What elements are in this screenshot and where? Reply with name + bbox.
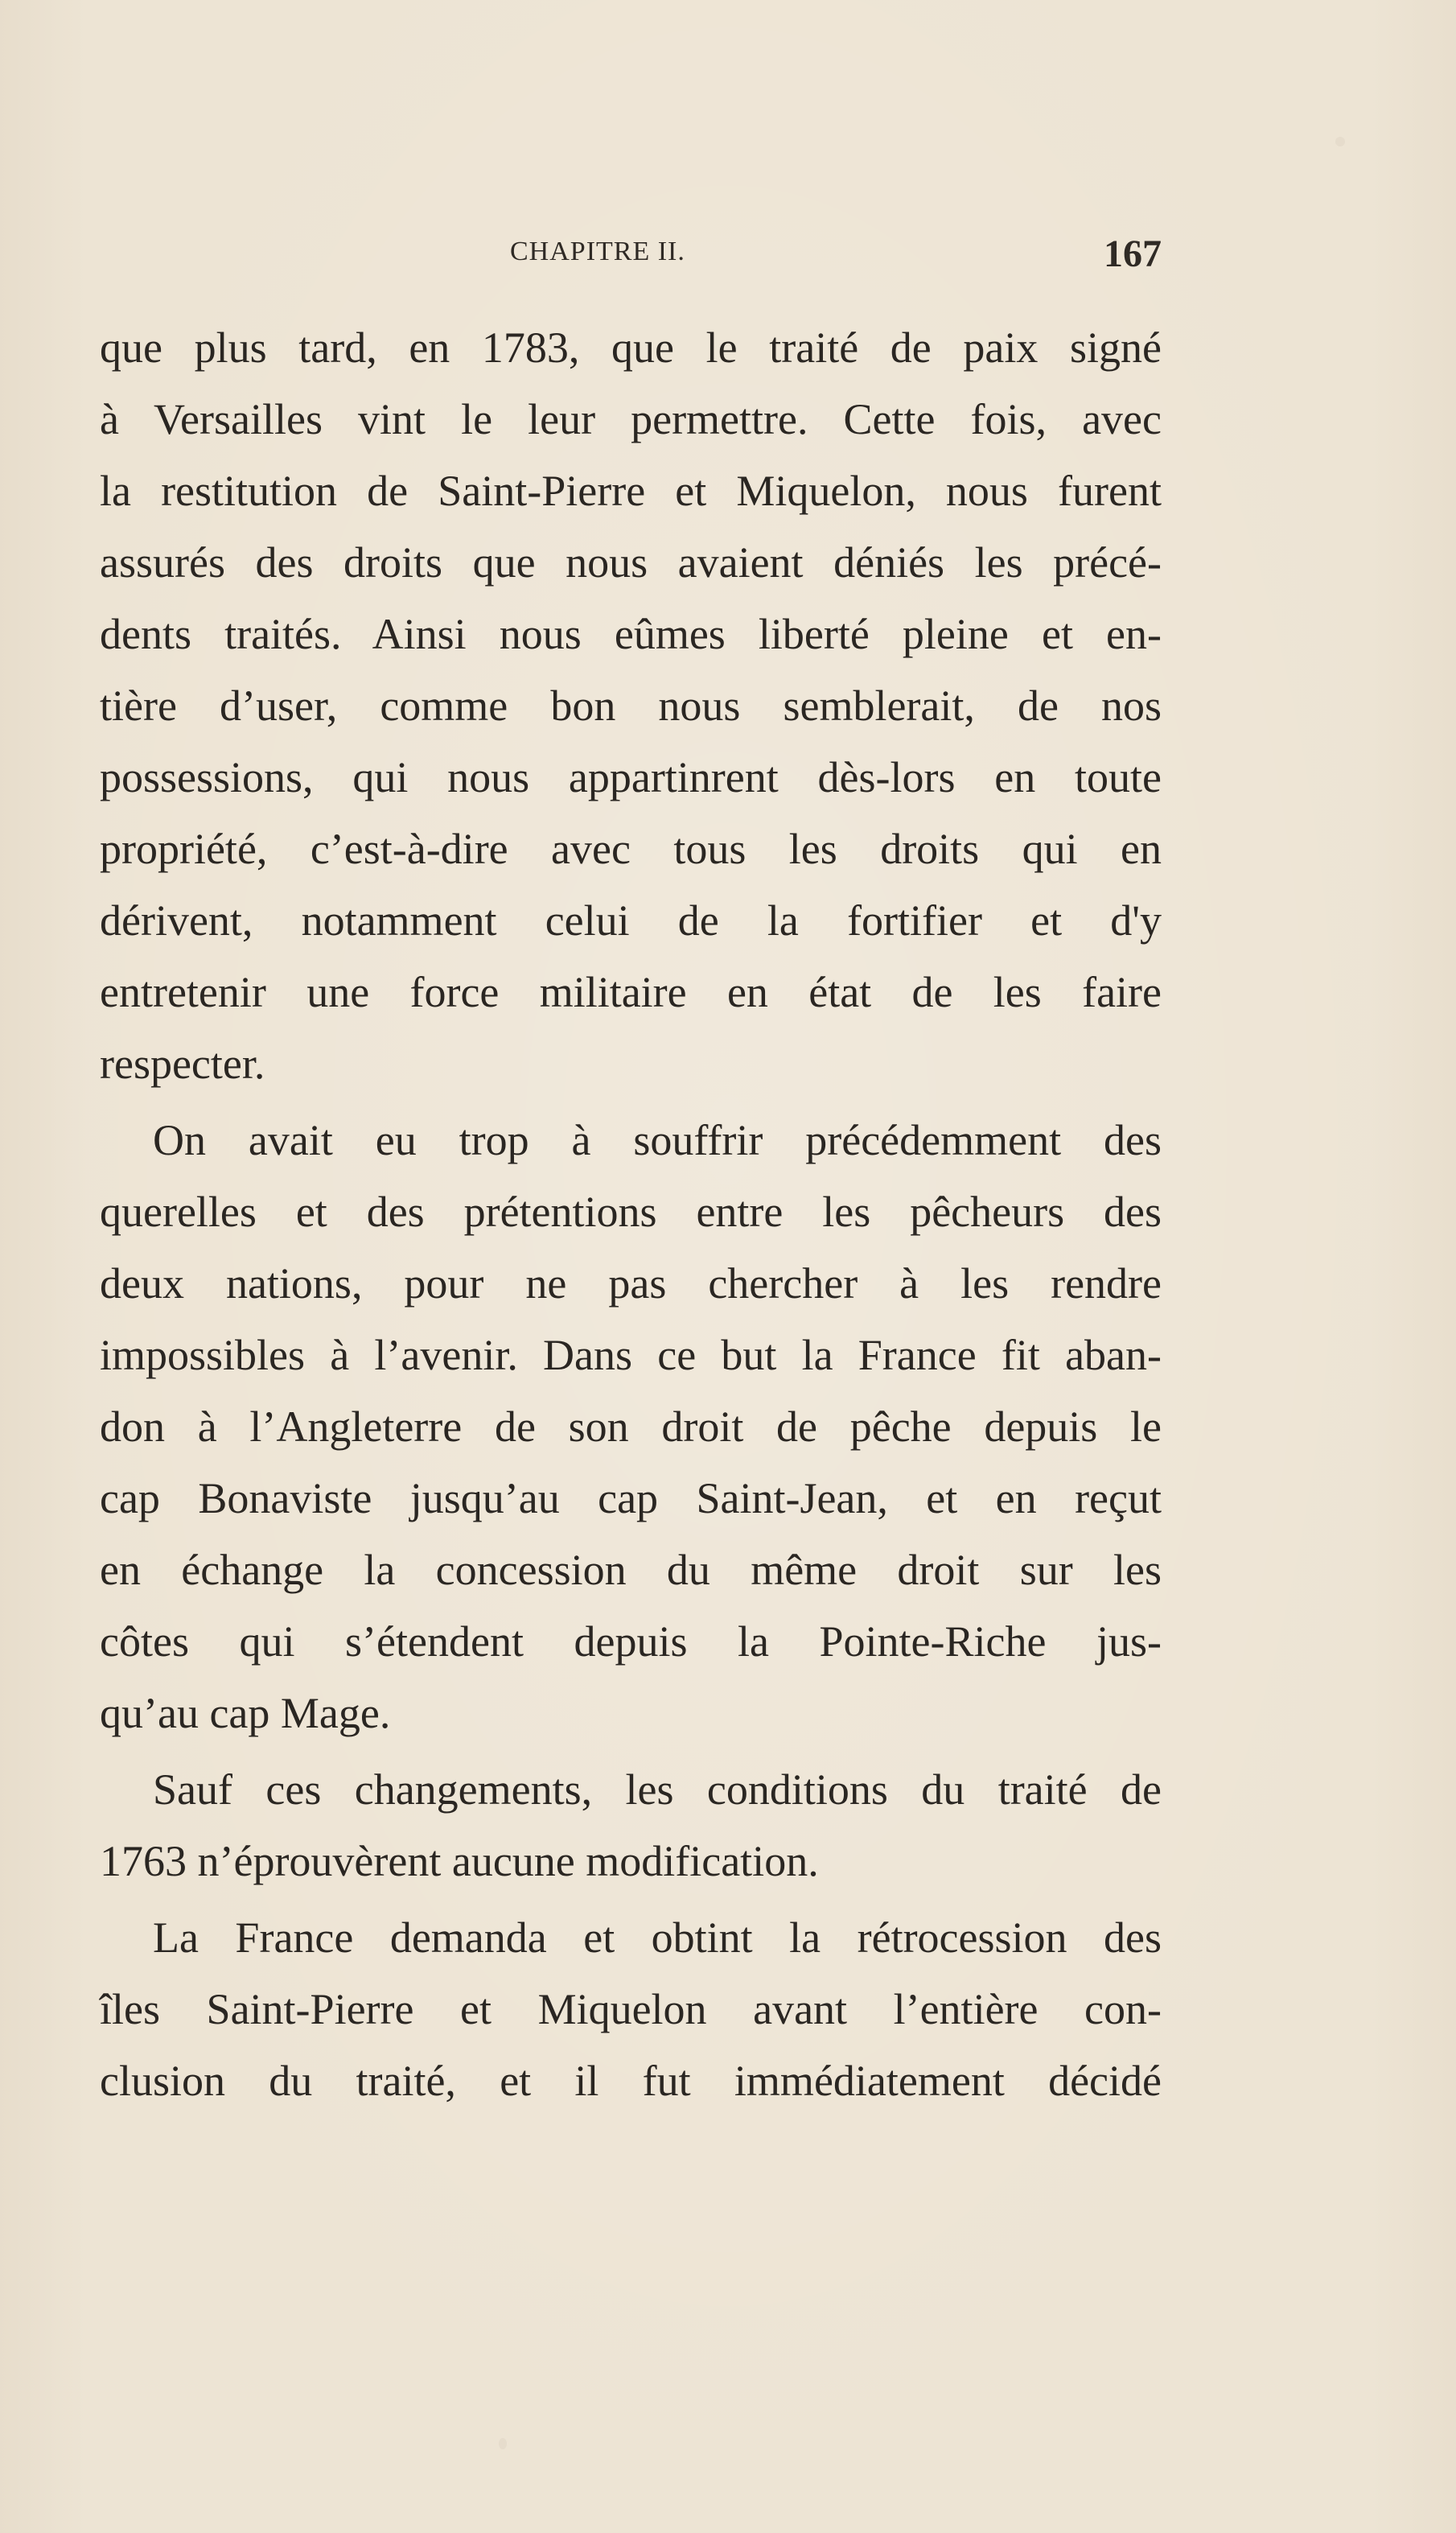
paragraph <box>100 1754 1162 1897</box>
text-line: qu’au cap Mage. <box>100 1689 391 1737</box>
text-line: don à l’Angleterre de son droit de pêche depuis le <box>100 1402 1162 1451</box>
text-line: en échange la concession du même droit sur les <box>100 1546 1162 1594</box>
text-line: La France demanda et obtint la rétrocession des <box>153 1913 1162 1962</box>
text-line: assurés des droits que nous avaient déniés les précé- <box>100 538 1162 587</box>
text-line: cap Bonaviste jusqu’au cap Saint-Jean, et en reçut <box>100 1474 1162 1522</box>
text-line: impossibles à l’avenir. Dans ce but la France fit aban- <box>100 1331 1162 1379</box>
body-text <box>100 312 1162 2117</box>
text-line: côtes qui s’étendent depuis la Pointe-Riche jus- <box>100 1617 1162 1666</box>
text-line: deux nations, pour ne pas chercher à les rendre <box>100 1259 1162 1308</box>
page-number: 167 <box>1104 233 1162 275</box>
text-line: entretenir une force militaire en état de les faire <box>100 968 1162 1016</box>
text-line: la restitution de Saint-Pierre et Miquelon, nous furent <box>100 467 1162 515</box>
text-line: dents traités. Ainsi nous eûmes liberté pleine et en- <box>100 610 1162 658</box>
text-line: clusion du traité, et il fut immédiatement décidé <box>100 2057 1162 2105</box>
paragraph <box>100 1902 1162 2117</box>
text-line: tière d’user, comme bon nous semblerait, de nos <box>100 682 1162 730</box>
paper-stain <box>499 2438 507 2449</box>
text-line: que plus tard, en 1783, que le traité de paix signé <box>100 323 1162 372</box>
text-line: respecter. <box>100 1040 265 1088</box>
text-line: possessions, qui nous appartinrent dès-lors en toute <box>100 753 1162 801</box>
text-line: On avait eu trop à souffrir précédemment des <box>153 1116 1162 1164</box>
text-line: Sauf ces changements, les conditions du traité de <box>153 1765 1162 1814</box>
paragraph <box>100 312 1162 1100</box>
running-head <box>100 232 1162 280</box>
paper-stain <box>1335 137 1345 146</box>
text-line: dérivent, notamment celui de la fortifier et d'y <box>100 896 1162 945</box>
text-line: îles Saint-Pierre et Miquelon avant l’entière con- <box>100 1985 1162 2033</box>
text-line: querelles et des prétentions entre les pêcheurs des <box>100 1188 1162 1236</box>
paragraph <box>100 1105 1162 1749</box>
text-line: à Versailles vint le leur permettre. Cette fois, avec <box>100 395 1162 443</box>
text-line: propriété, c’est-à-dire avec tous les droits qui en <box>100 825 1162 873</box>
text-line: 1763 n’éprouvèrent aucune modification. <box>100 1837 819 1885</box>
running-title: CHAPITRE II. <box>510 237 685 266</box>
